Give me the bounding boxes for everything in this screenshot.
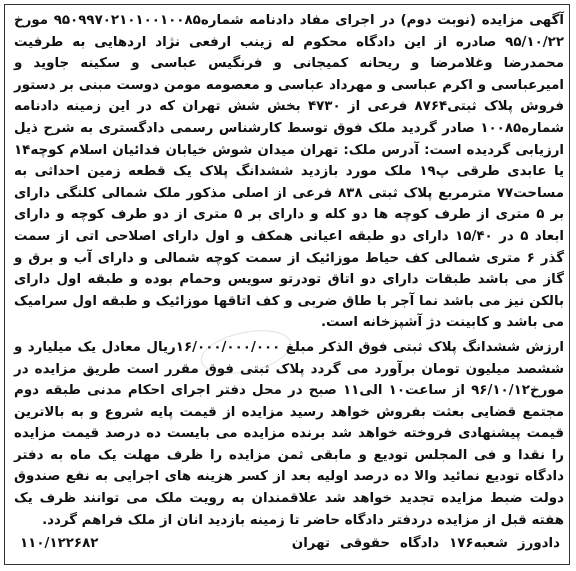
footer-signature <box>292 536 560 551</box>
signature-word-1: دادورز <box>517 536 560 551</box>
signature-word-3: دادگاه <box>400 536 440 551</box>
signature-word-4: حقوقی <box>340 536 390 551</box>
notice-body <box>14 10 564 531</box>
notice-paragraph-1: آگهی مزایده (نوبت دوم) در اجرای مفاد دادنامه شماره۹۵۰۹۹۷۰۲۱۰۱۰۰۱۰۰۸۵ مورخ ۹۵/۱۰/۲۲ صادره از این دادگاه محکوم له زینب ارفعی نژاد اردهایی به طرفیت محمدرضا وغلامرضا و ریحانه کمیجانی و فرنگیس عباسی و سکینه جاوید و امیرعباسی و اکرم عباسی و مهرداد عباسی و معصومه مومن دوست مبنی بر دستور فروش پلاک ثبتی۸۷۶۴ فرعی از ۴۷۳۰ بخش شش تهران که در این زمینه دادنامه شماره۱۰۰۸۵ صادر گردید ملک فوق توسط کارشناس رسمی دادگستری به شرح ذیل ارزیابی گردیده است: آدرس ملک: تهران میدان شوش خیابان فدائیان اسلام کوچه۱۴ یا عابدی طرقی پ۱۹ ملک مورد بازدید ششدانگ پلاک یک قطعه زمین احداثی به مساحت۷۷ مترمربع پلاک ثبتی ۸۳۸ فرعی از اصلی مذکور ملک شمالی کلنگی دارای بر ۵ متری از طرف کوچه ها دو کله و دارای بر ۵ متری از دو طرف کوچه و دارای ابعاد ۵ در ۱۵/۴۰ دارای دو طبقه اعیانی همکف و اول دارای اصلاحی اتی از سمت گذر ۶ متری شمالی کف حیاط موزائیک از سمت کوچه شمالی و دارای آب و برق و گاز می باشد طبقات دارای دو اتاق تودرتو سویس وحمام بوده و طبقه اول دارای بالکن نیز می باشد نما آجر با طاق ضربی و کف اتاقها موزائیک و طبقه اول سرامیک می باشد و کابینت دژ آشپزخانه است. <box>14 13 565 331</box>
notice-code: ۱۱۰/۱۲۲۶۸۲ <box>20 536 99 551</box>
notice-footer <box>20 536 560 551</box>
notice-paragraph-2: ارزش ششدانگ پلاک ثبتی فوق الذکر مبلغ ۱۶/۰۰۰/۰۰۰/۰۰۰ریال معادل یک میلیارد و ششصد میلیون تومان برآورد می گردد پلاک ثبتی فوق مقرر است طریق مزایده در مورخ۹۶/۱۰/۱۲ از ساعت۱۰ الی۱۱ صبح در محل دفتر اجرای احکام مدنی طبقه دوم مجتمع قضایی بعثت بفروش خواهد رسید مزایده از قیمت پایه شروع و به بالاترین قیمت پیشنهادی فروخته خواهد شد برنده مزایده می بایست ده درصد قیمت مزایده را نقدا و فی المجلس تودیع و مابقی ثمن مزایده را ظرف مهلت یک ماه به دفتر دادگاه تودیع نمائید والا ده درصد اولیه بعد از کسر هزینه های اجرایی به نفع صندوق دولت ضبط مزایده تجدید خواهد شد علاقمندان به رویت ملک می توانند ظرف یک هفته قبل از مزایده دردفتر دادگاه حاضر تا زمینه بازدید انان از ملک فراهم گردد. <box>14 339 564 528</box>
signature-word-2: شعبه۱۷۶ <box>449 536 508 551</box>
signature-word-5: تهران <box>291 536 330 551</box>
